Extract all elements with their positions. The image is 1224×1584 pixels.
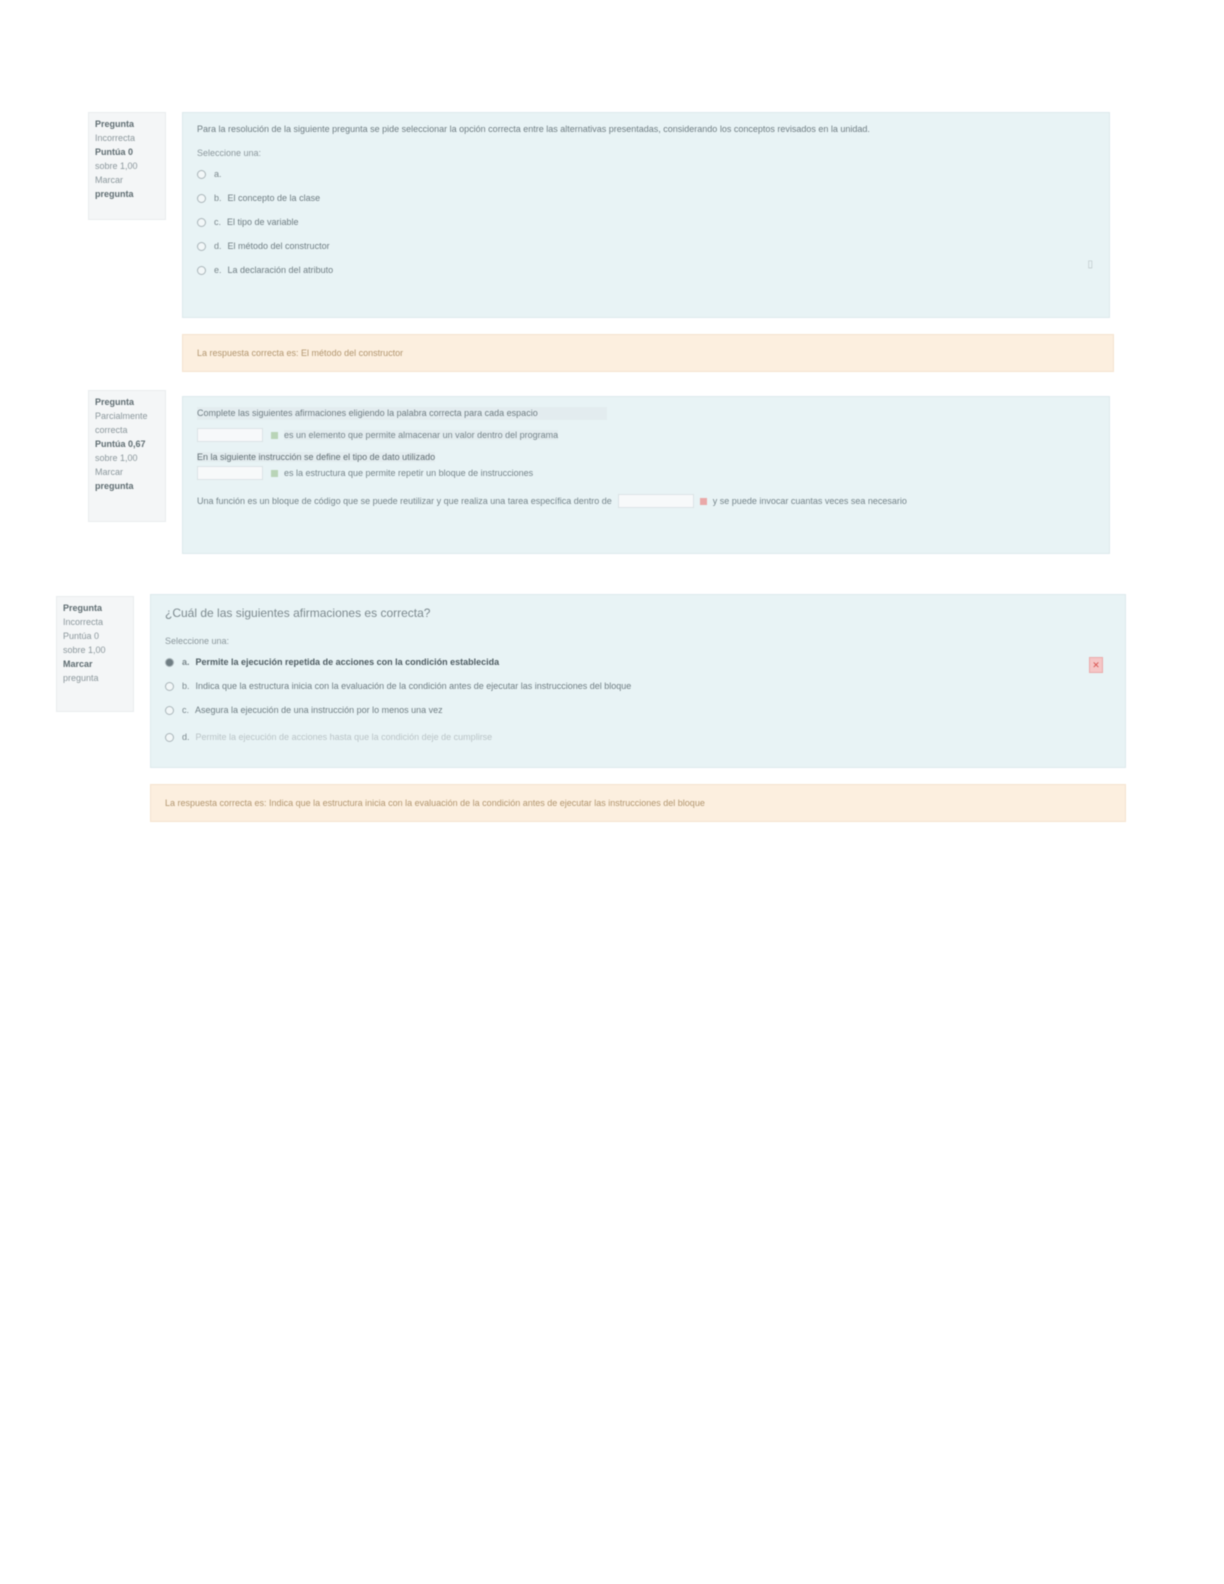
answer-option[interactable]	[197, 162, 1095, 186]
gap-select[interactable]	[618, 494, 694, 508]
answer-option[interactable]	[197, 258, 1095, 282]
option-letter: d.	[182, 732, 190, 743]
radio-button[interactable]	[197, 242, 206, 251]
correct-answer-text: La respuesta correcta es: El método del constructor	[197, 348, 404, 358]
question-grade: Puntúa 0	[63, 630, 100, 641]
option-text: El método del constructor	[227, 241, 330, 252]
radio-button[interactable]	[165, 658, 174, 667]
question-content	[182, 112, 1110, 318]
flag-question-link-2[interactable]: pregunta	[95, 480, 134, 491]
flag-question-link[interactable]: Marcar	[95, 466, 124, 477]
gap-row	[197, 494, 1095, 508]
question-text: Complete las siguientes afirmaciones eligiendo la palabra correcta para cada espacio	[197, 407, 607, 420]
radio-button[interactable]	[165, 706, 174, 715]
option-text: La declaración del atributo	[227, 265, 334, 276]
question-text: Para la resolución de la siguiente pregunta se pide seleccionar la opción correcta entre las alternativas presentadas, considerando los conceptos revisados en la unidad.	[197, 124, 870, 134]
radio-button[interactable]	[197, 266, 206, 275]
radio-button[interactable]	[165, 682, 174, 691]
radio-button[interactable]	[165, 733, 174, 742]
question-state: Parcialmente	[95, 410, 148, 421]
question-info-panel	[88, 112, 166, 220]
answer-option[interactable]	[197, 186, 1095, 210]
option-text: El concepto de la clase	[227, 193, 321, 204]
option-letter: a.	[182, 657, 190, 668]
radio-button[interactable]	[197, 170, 206, 179]
question-info-panel	[56, 596, 134, 712]
option-letter: d.	[214, 241, 222, 252]
flag-question-link-2[interactable]: pregunta	[63, 672, 99, 683]
question-grade: Puntúa 0	[95, 146, 134, 157]
option-text: Permite la ejecución de acciones hasta que la condición deje de cumplirse	[195, 732, 493, 743]
select-one-label: Seleccione una:	[165, 636, 230, 647]
question-grade: Puntúa 0,67	[95, 438, 146, 449]
question-text: ¿Cuál de las siguientes afirmaciones es correcta?	[165, 606, 431, 620]
gap-text: es la estructura que permite repetir un bloque de instrucciones	[284, 468, 534, 479]
gap-select[interactable]	[197, 466, 263, 480]
mark-icon: ▯	[1087, 259, 1093, 270]
answer-option[interactable]	[165, 674, 1111, 698]
question-content	[182, 396, 1110, 554]
option-letter: b.	[214, 193, 222, 204]
question-state: Incorrecta	[95, 132, 136, 143]
correct-answer-text: La respuesta correcta es: Indica que la estructura inicia con la evaluación de la condición antes de ejecutar las instrucciones del bloque	[165, 798, 705, 808]
question-label: Pregunta	[95, 397, 135, 407]
question-label: Pregunta	[95, 119, 135, 129]
answer-option[interactable]	[165, 650, 1111, 674]
question-max-grade: sobre 1,00	[95, 160, 138, 171]
gap-row	[197, 466, 1095, 480]
flag-question-link[interactable]: Marcar	[95, 174, 124, 185]
option-letter: a.	[214, 169, 222, 180]
option-letter: c.	[182, 705, 190, 716]
question-max-grade: sobre 1,00	[63, 644, 106, 655]
question-state-2: correcta	[95, 424, 128, 435]
question-content	[150, 594, 1126, 768]
feedback-box	[150, 784, 1126, 822]
option-letter: b.	[182, 681, 190, 692]
radio-button[interactable]	[197, 194, 206, 203]
incorrect-icon: ✕	[1089, 657, 1103, 673]
gap-text: es un elemento que permite almacenar un valor dentro del programa	[284, 430, 559, 441]
feedback-box	[182, 334, 1114, 372]
answer-option[interactable]	[165, 722, 1111, 752]
correct-icon	[271, 470, 278, 477]
correct-icon	[271, 432, 278, 439]
option-letter: c.	[214, 217, 222, 228]
gap-select[interactable]	[197, 428, 263, 442]
question-label: Pregunta	[63, 603, 103, 613]
radio-button[interactable]	[197, 218, 206, 227]
flag-question-link[interactable]: Marcar	[63, 658, 93, 669]
question-info-panel	[88, 390, 166, 522]
option-text: Indica que la estructura inicia con la evaluación de la condición antes de ejecutar las instrucciones del bloque	[195, 681, 632, 692]
gap-text: Una función es un bloque de código que se puede reutilizar y que realiza una tarea específica dentro de	[197, 496, 612, 507]
option-text: Asegura la ejecución de una instrucción por lo menos una vez	[195, 705, 443, 716]
question-max-grade: sobre 1,00	[95, 452, 138, 463]
answer-option[interactable]	[165, 698, 1111, 722]
gap-row	[197, 428, 1095, 442]
incorrect-icon	[700, 498, 707, 505]
flag-question-link-2[interactable]: pregunta	[95, 188, 134, 199]
gap-text: En la siguiente instrucción se define el tipo de dato utilizado	[197, 452, 436, 463]
answer-option[interactable]	[197, 234, 1095, 258]
answer-option[interactable]	[197, 210, 1095, 234]
option-letter: e.	[214, 265, 222, 276]
option-text: Permite la ejecución repetida de acciones con la condición establecida	[195, 657, 500, 668]
question-state: Incorrecta	[63, 616, 104, 627]
option-text: El tipo de variable	[227, 217, 299, 228]
gap-row	[197, 452, 1095, 462]
select-one-label: Seleccione una:	[197, 148, 262, 159]
gap-text: y se puede invocar cuantas veces sea necesario	[712, 496, 907, 507]
